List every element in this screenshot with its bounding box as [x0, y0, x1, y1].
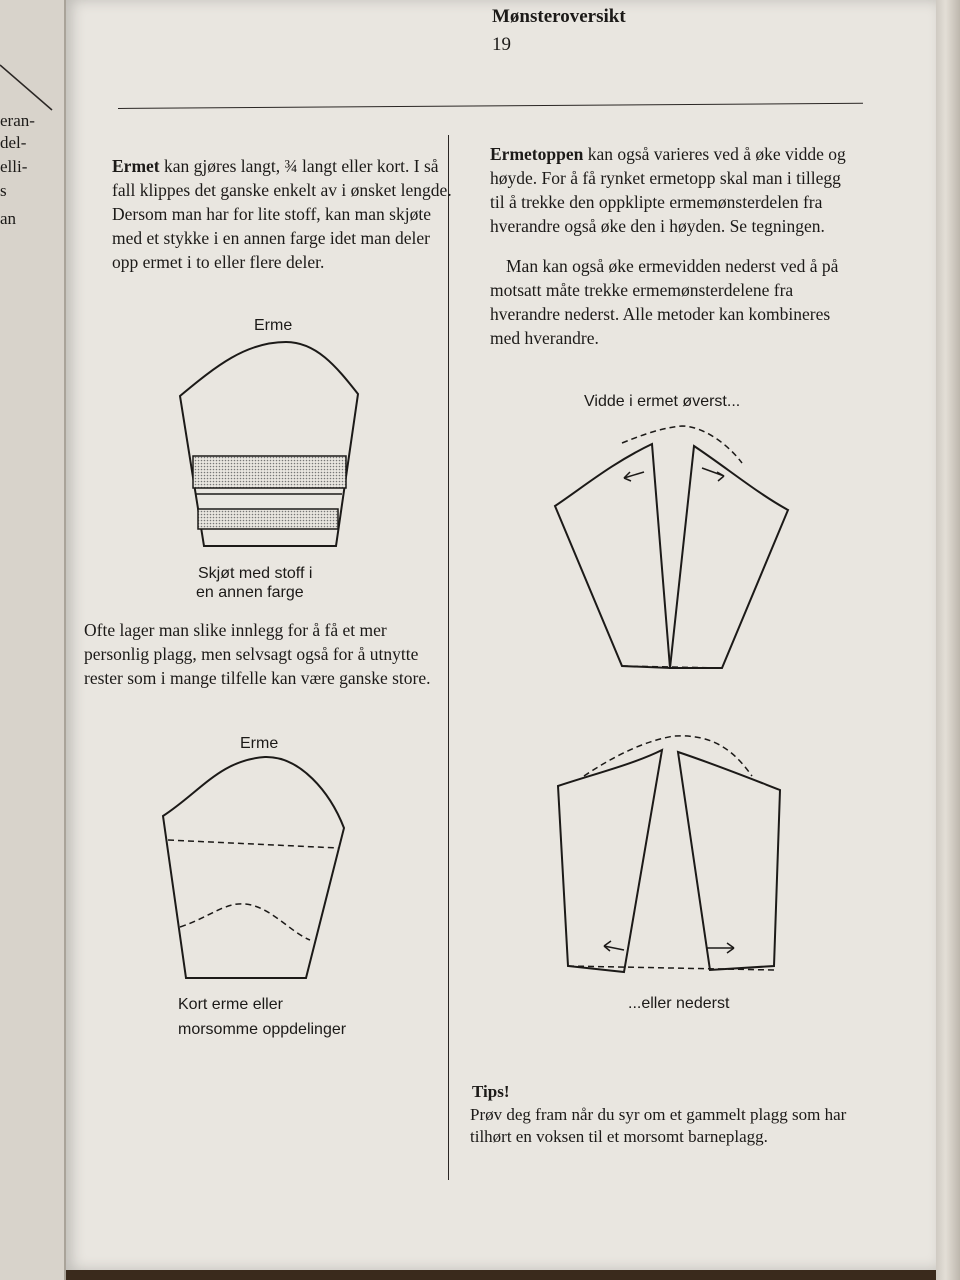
- figure-3-caption: Vidde i ermet øverst...: [584, 393, 741, 410]
- figure-2-caption-line-2: morsomme oppdelinger: [178, 1021, 347, 1038]
- figure-sleeve-short: [160, 752, 350, 987]
- left-page-text: elli-: [0, 157, 28, 176]
- figure-1-label: Erme: [254, 317, 293, 334]
- right-paragraph-2: Man kan også øke ermevidden nederst ved å på motsatt måte trekke ermemønsterdelene fra hverandre nederst. Alle metoder kan kombineres med hverandre.: [490, 256, 839, 348]
- left-page-text: an: [0, 209, 17, 228]
- column-divider: [448, 135, 449, 1180]
- left-page-text: eran-: [0, 111, 35, 130]
- left-page-edge: [0, 0, 66, 1280]
- left-page-line: [0, 60, 64, 120]
- left-page-text: s: [0, 181, 7, 200]
- page-edges: [936, 0, 960, 1280]
- figure-sleeve-top-widened: [552, 418, 792, 673]
- left-paragraph-1-text: kan gjøres langt, ¾ langt eller kort. I så fall klippes det ganske enkelt av i ønsket lengde. Dersom man har for lite stoff, kan man skjøte med et stykke i en annen farge idet man deler opp ermet i to eller flere deler.: [112, 156, 452, 272]
- figure-2-label: Erme: [240, 735, 279, 752]
- right-paragraph-1-text: kan også varieres ved å øke vidde og høyde. For å få rynket ermetopp skal man i tillegg til å trekke den oppklipte ermemønsterdelen fra hverandre også øke den i høyden. Se tegningen.: [490, 144, 846, 236]
- running-header: Mønsteroversikt: [492, 6, 626, 27]
- page-number: 19: [492, 34, 511, 55]
- left-paragraph-1: [112, 154, 452, 274]
- tips-heading: Tips!: [472, 1082, 510, 1101]
- term-ermetoppen: Ermetoppen: [490, 144, 584, 164]
- right-paragraph-1: [490, 142, 850, 238]
- figure-4-caption: ...eller nederst: [628, 995, 730, 1012]
- figure-sleeve-stripes: [176, 336, 366, 551]
- figure-sleeve-bottom-widened: [554, 726, 786, 976]
- term-ermet: Ermet: [112, 156, 160, 176]
- figure-2-caption-line-1: Kort erme eller: [178, 996, 283, 1013]
- tips-text: Prøv deg fram når du syr om et gammelt plagg som har tilhørt en voksen til et morsomt barneplagg.: [470, 1105, 847, 1146]
- left-paragraph-2: Ofte lager man slike innlegg for å få et mer personlig plagg, men selvsagt også for å utnytte rester som i mange tilfelle kan være ganske store.: [84, 620, 431, 688]
- left-page-text: del-: [0, 133, 27, 152]
- figure-1-caption-line-1: Skjøt med stoff i: [198, 565, 313, 582]
- figure-1-caption-line-2: en annen farge: [196, 584, 304, 601]
